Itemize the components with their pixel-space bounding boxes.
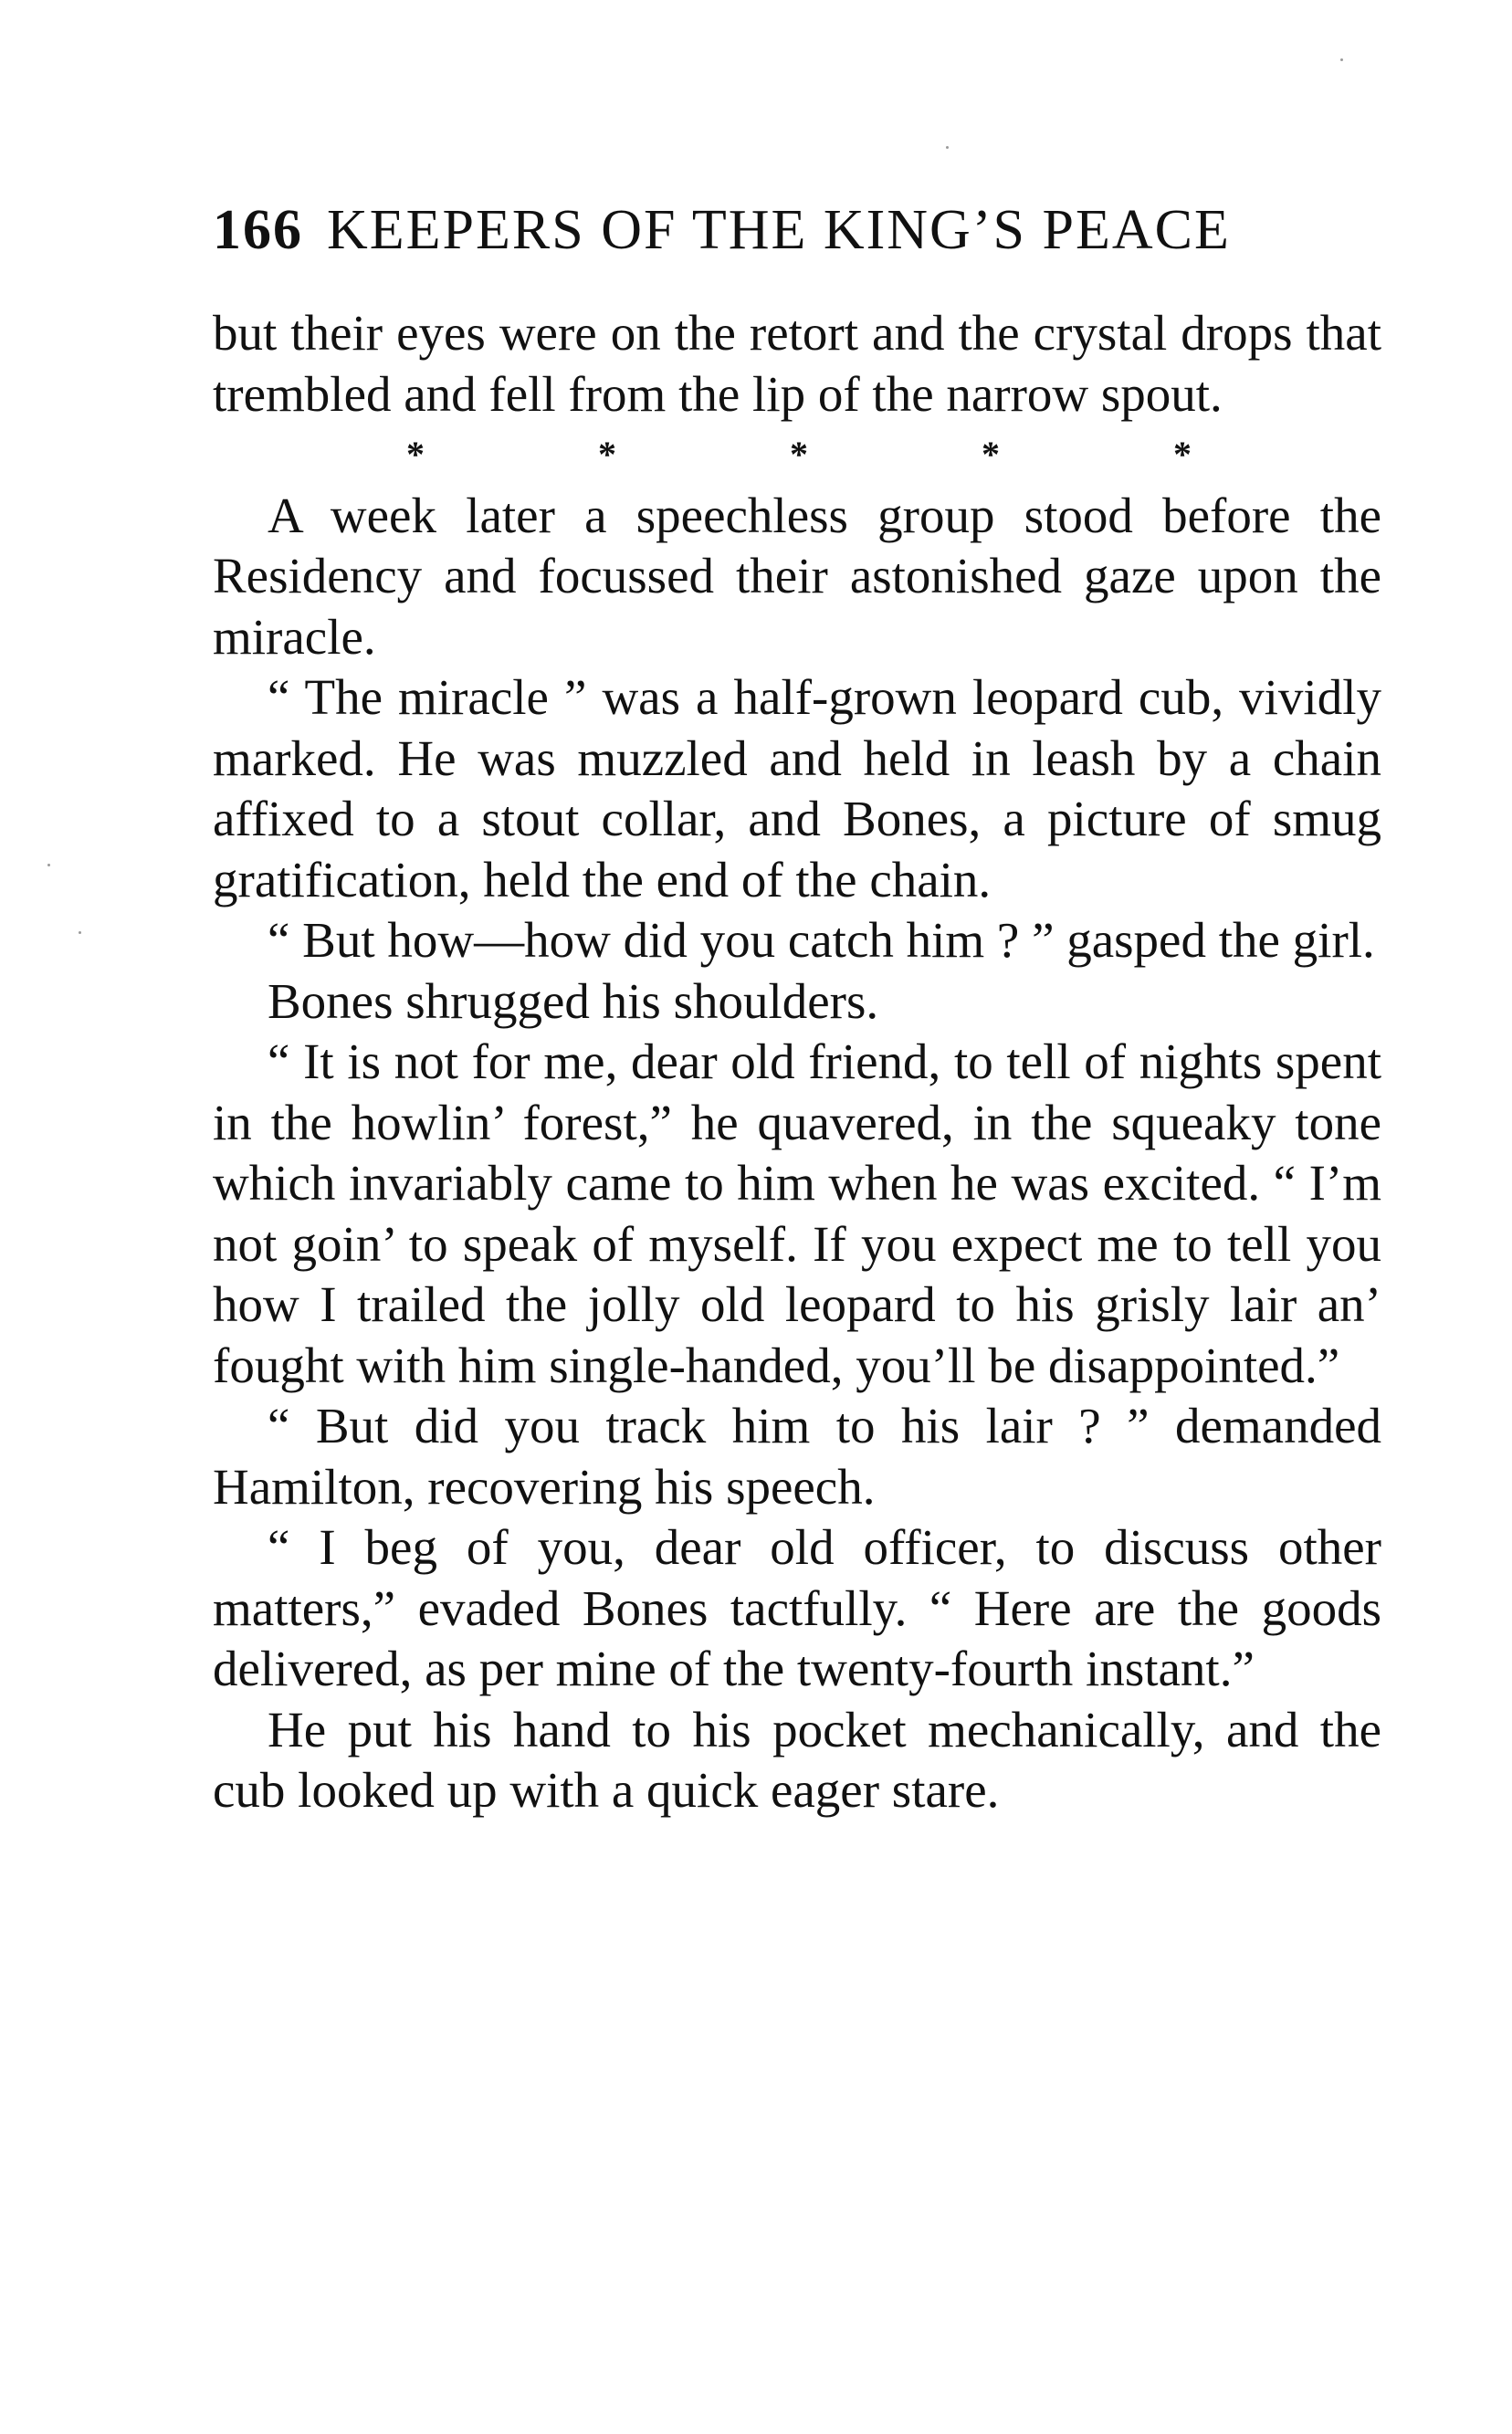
page-number: 166 bbox=[213, 199, 303, 261]
paragraph: “ I beg of you, dear old officer, to discuss other matters,” evaded Bones tactfully. “ Here are the goods delivered, as per mine of the twenty-fourth instant.” bbox=[213, 1519, 1381, 1696]
paper-speck bbox=[946, 146, 949, 149]
divider-star: * bbox=[598, 434, 616, 476]
paragraph: “ It is not for me, dear old friend, to tell of nights spent in the howlin’ forest,” he quavered, in the squeaky tone which invariably came to him when he was excited. “ I’m not goin’ to speak of myself. If you expect me to tell you how I trailed the jolly old leopard to his grisly lair an’ fought with him single-handed, you’ll be disappointed.” bbox=[213, 1033, 1381, 1393]
running-header bbox=[213, 194, 1381, 267]
running-title: KEEPERS OF THE KING’S PEACE bbox=[327, 199, 1231, 261]
paragraph-continued: but their eyes were on the retort and the crystal drops that trembled and fell from the lip of the narrow spout. bbox=[213, 305, 1381, 422]
paper-speck bbox=[1340, 58, 1343, 61]
paragraph: “ But how—how did you catch him ? ” gasped the girl. bbox=[268, 912, 1375, 968]
paper-speck bbox=[47, 864, 50, 866]
divider-star: * bbox=[790, 434, 808, 476]
divider-star: * bbox=[1173, 434, 1192, 476]
paragraph: “ The miracle ” was a half-grown leopard cub, vividly marked. He was muzzled and held in leash by a chain affixed to a stout collar, and Bones, a picture of smug gratification, held the end of the chain. bbox=[213, 669, 1381, 908]
paper-speck bbox=[79, 931, 81, 934]
body-text bbox=[213, 303, 1381, 1821]
paragraph: He put his hand to his pocket mechanically, and the cub looked up with a quick eager stare. bbox=[213, 1701, 1381, 1818]
divider-star: * bbox=[982, 434, 1000, 476]
divider-star: * bbox=[406, 434, 425, 476]
paragraph: Bones shrugged his shoulders. bbox=[268, 972, 879, 1029]
section-divider bbox=[406, 425, 1192, 486]
paragraph: “ But did you track him to his lair ? ” demanded Hamilton, recovering his speech. bbox=[213, 1398, 1381, 1515]
paragraph: A week later a speechless group stood before the Residency and focussed their astonished gaze upon the miracle. bbox=[213, 487, 1381, 665]
